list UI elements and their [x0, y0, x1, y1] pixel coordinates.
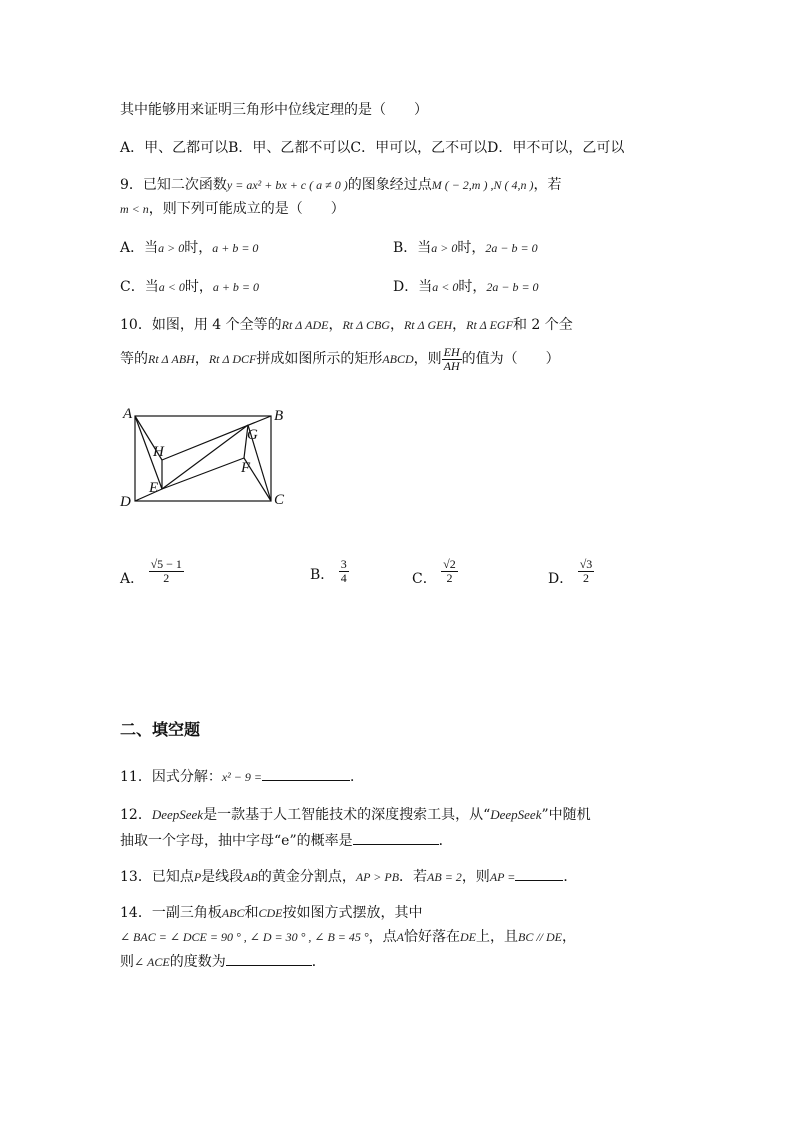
label-g: G	[247, 427, 258, 443]
q13-condition: AP > PB	[355, 870, 400, 884]
q10-ratio-fraction: $\frac{EH}{AH}$	[443, 344, 460, 373]
q12-answer-blank[interactable]	[353, 830, 439, 845]
q12-line1: 12．DeepSeek是一款基于人工智能技术的深度搜索工具，从“DeepSeek”中随机	[120, 807, 591, 823]
q13-given: AB = 2	[427, 870, 462, 884]
q10-figure	[115, 400, 295, 515]
section-heading: 二、填空题	[120, 720, 201, 739]
q10-stem-line1: 10．如图，用 4 个全等的Rt Δ ADE，Rt Δ CBG，Rt Δ GEH，Rt Δ EGF和 2 个全	[120, 317, 573, 333]
q9-points: M ( − 2,m ) ,N ( 4,n )	[431, 178, 534, 192]
q10-triangle-geh: Rt Δ GEH	[403, 318, 453, 332]
q11: 11．因式分解：x² − 9 = ．	[120, 766, 364, 787]
q10-triangle-egf: Rt Δ EGF	[466, 318, 513, 332]
q11-answer-blank[interactable]	[262, 766, 350, 781]
q14-parallel: BC // DE	[518, 930, 563, 944]
q14-angle-conditions: ∠ BAC = ∠ DCE = 90 ° , ∠ D = 30 ° , ∠ B = 45 °	[120, 930, 369, 944]
label-b: B	[274, 408, 284, 424]
q10-triangle-cbg: Rt Δ CBG	[342, 318, 390, 332]
q10-option-a-fraction: $\frac{√5 - 1}{2}$	[150, 556, 182, 585]
segment-ef	[162, 458, 244, 489]
label-c: C	[274, 492, 285, 508]
q9-option-c: C．当a < 0时，a + b = 0	[120, 279, 260, 295]
q10-option-b: B． $\frac{3}{4}$	[310, 556, 347, 585]
q9-text: ，则下列可能成立的是（ ）	[148, 201, 345, 217]
q10-stem-line2: 等的Rt Δ ABH，Rt Δ DCF拼成如图所示的矩形ABCD，则 $\frac{EH}{AH}$ 的值为（ ）	[120, 344, 560, 373]
q9-option-d: D．当a < 0时，2a − b = 0	[393, 279, 539, 295]
q12-word: DeepSeek	[151, 807, 204, 822]
q8-question-text: 其中能够用来证明三角形中位线定理的是（ ）	[120, 102, 428, 118]
q13-answer-blank[interactable]	[515, 866, 563, 881]
q10-triangle-dcf: Rt Δ DCF	[208, 352, 257, 366]
q10-option-a: A． $\frac{√5 - 1}{2}$	[120, 556, 182, 587]
q10-option-c-fraction: $\frac{√2}{2}$	[443, 556, 456, 585]
q10-option-c: C． $\frac{√2}{2}$	[412, 556, 456, 587]
q10-triangle-ade: Rt Δ ADE	[281, 318, 329, 332]
label-f: F	[241, 460, 251, 476]
label-e: E	[149, 480, 159, 496]
q9-text: 的图象经过点	[347, 177, 432, 193]
q12-word: DeepSeek	[490, 807, 542, 822]
label-d: D	[120, 494, 131, 510]
q14-line1: 14．一副三角板ABC和CDE按如图方式摆放，其中	[120, 905, 423, 921]
q9-option-a: A．当a > 0时，a + b = 0	[120, 240, 259, 256]
q9-option-b: B．当a > 0时，2a − b = 0	[393, 240, 538, 256]
q13: 13．已知点P是线段AB的黄金分割点，AP > PB．若AB = 2，则AP = ．	[120, 866, 577, 887]
q9-text: ，若	[533, 177, 562, 193]
q14-line2: ∠ BAC = ∠ DCE = 90 ° , ∠ D = 30 ° , ∠ B = 45 °，点A恰好落在DE上，且BC // DE，	[120, 929, 577, 945]
q10-triangle-abh: Rt Δ ABH	[148, 352, 195, 366]
q8-options	[120, 138, 624, 158]
q9-stem-line1	[120, 175, 561, 195]
q10-option-b-fraction: $\frac{3}{4}$	[340, 556, 347, 585]
q10-option-d: D． $\frac{√3}{2}$	[548, 556, 593, 587]
segment-eg	[162, 425, 248, 489]
q9-stem-line2	[120, 199, 345, 219]
q13-ask: AP =	[489, 870, 516, 884]
q14-angle: ∠ ACE	[134, 955, 170, 969]
q9-condition: m < n	[120, 202, 149, 216]
q8-question	[120, 100, 428, 120]
label-a: A	[123, 406, 133, 422]
q8-options-text: A．甲、乙都可以B．甲、乙都不可以C．甲可以，乙不可以D．甲不可以，乙可以	[120, 140, 625, 156]
q9-text: 已知二次函数	[142, 177, 227, 193]
q14-answer-blank[interactable]	[226, 951, 312, 966]
q10-rect-name: ABCD	[382, 352, 414, 366]
q12-line2: 抽取一个字母，抽中字母“e”的概率是 ．	[120, 830, 453, 851]
q9-function-expr: y = ax² + bx + c ( a ≠ 0 )	[226, 178, 348, 192]
q11-expr: x² − 9 =	[221, 770, 262, 784]
label-h: H	[153, 444, 164, 460]
q9-number: 9．	[120, 177, 143, 193]
q10-option-d-fraction: $\frac{√3}{2}$	[579, 556, 593, 585]
q14-line3: 则∠ ACE的度数为 ．	[120, 951, 326, 972]
